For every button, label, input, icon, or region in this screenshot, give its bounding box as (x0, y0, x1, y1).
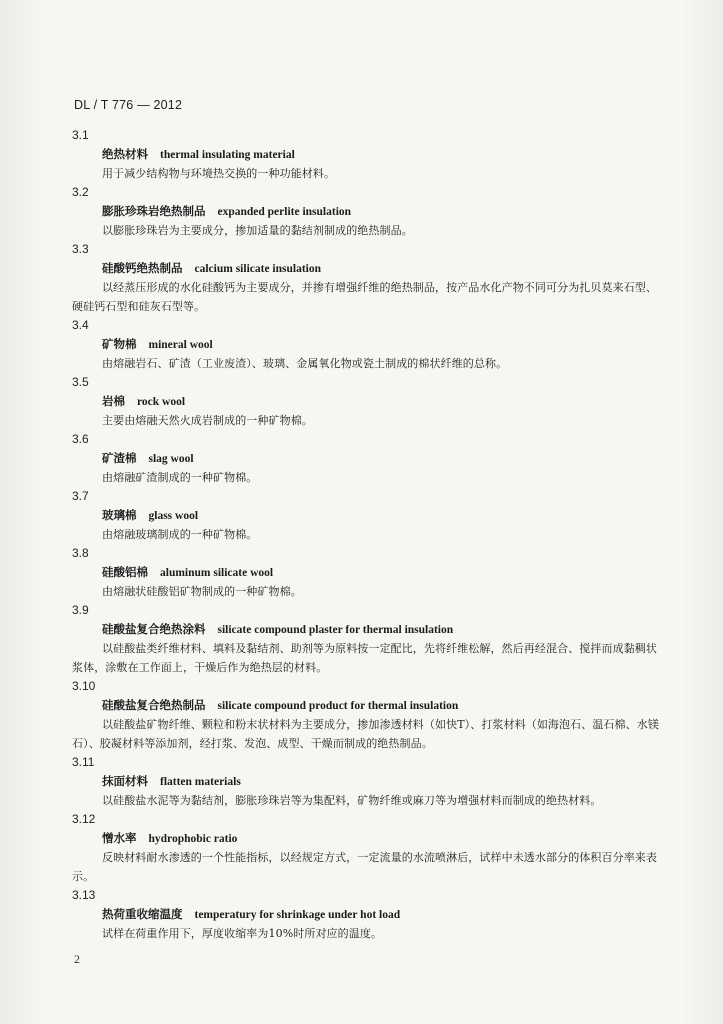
term-heading (72, 449, 660, 468)
term-english: rock wool (137, 396, 186, 408)
term-chinese: 抹面材料 (102, 774, 148, 788)
term-heading (72, 145, 660, 164)
term-definition: 由熔融状硅酸铝矿物制成的一种矿物棉。 (102, 585, 302, 598)
term-chinese: 膨胀珍珠岩绝热制品 (102, 204, 206, 218)
term-english: temperatury for shrinkage under hot load (194, 909, 401, 921)
term-entry (72, 753, 660, 810)
term-chinese: 热荷重收缩温度 (102, 907, 183, 921)
term-heading (72, 506, 660, 525)
term-chinese: 矿物棉 (102, 337, 137, 351)
term-entry (72, 886, 660, 943)
term-heading (72, 392, 660, 411)
clause-number: 3.9 (72, 603, 89, 617)
term-english: silicate compound plaster for thermal insulation (217, 624, 454, 636)
standard-number-header: DL / T 776 — 2012 (74, 98, 183, 112)
term-definition: 由熔融矿渣制成的一种矿物棉。 (102, 471, 258, 484)
term-definition: 以硅酸盐水泥等为黏结剂，膨胀珍珠岩等为集配料，矿物纤维或麻刀等为增强材料而制成的绝热材料。 (102, 794, 602, 807)
term-entry (72, 316, 660, 373)
term-definition: 以硅酸盐类纤维材料、填料及黏结剂、助剂等为原料按一定配比，先将纤维松解，然后再经混合、搅拌而成黏稠状浆体，涂敷在工作面上，干燥后作为绝热层的材料。 (72, 642, 657, 674)
term-heading (72, 829, 660, 848)
clause-number: 3.3 (72, 242, 89, 256)
term-definition: 主要由熔融天然火成岩制成的一种矿物棉。 (102, 414, 313, 427)
term-heading (72, 259, 660, 278)
term-chinese: 憎水率 (102, 831, 137, 845)
term-english: glass wool (148, 510, 199, 522)
term-definition: 反映材料耐水渗透的一个性能指标，以经规定方式，一定流量的水流喷淋后，试样中未透水部分的体积百分率来表示。 (72, 851, 657, 883)
term-english: expanded perlite insulation (217, 206, 352, 218)
term-chinese: 硅酸盐复合绝热涂料 (102, 622, 206, 636)
term-heading (72, 563, 660, 582)
page-number: 2 (74, 952, 80, 966)
clause-number: 3.11 (72, 755, 95, 769)
term-english: hydrophobic ratio (148, 833, 238, 845)
clause-number: 3.13 (72, 888, 96, 902)
term-english: silicate compound product for thermal insulation (217, 700, 459, 712)
term-entry (72, 544, 660, 601)
term-chinese: 矿渣棉 (102, 451, 137, 465)
term-chinese: 硅酸铝棉 (102, 565, 148, 579)
term-entry (72, 677, 660, 753)
term-definition: 以膨胀珍珠岩为主要成分，掺加适量的黏结剂制成的绝热制品。 (102, 224, 413, 237)
clause-number: 3.1 (72, 128, 89, 142)
term-entry (72, 487, 660, 544)
term-definition: 试样在荷重作用下，厚度收缩率为10%时所对应的温度。 (102, 927, 383, 940)
term-heading (72, 905, 660, 924)
clause-number: 3.12 (72, 812, 96, 826)
clause-number: 3.2 (72, 185, 89, 199)
term-chinese: 岩棉 (102, 394, 125, 408)
term-heading (72, 696, 660, 715)
term-definition: 由熔融岩石、矿渣（工业废渣）、玻璃、金属氧化物或瓷土制成的棉状纤维的总称。 (102, 357, 508, 370)
term-definition: 以经蒸压形成的水化硅酸钙为主要成分，并掺有增强纤维的绝热制品，按产品水化产物不同可分为扎贝莫来石型、硬硅钙石型和硅灰石型等。 (72, 281, 657, 313)
term-definition: 以硅酸盐矿物纤维、颗粒和粉末状材料为主要成分，掺加渗透材料（如快T）、打浆材料（如海泡石、温石棉、水镁石）、胶凝材料等添加剂，经打浆、发泡、成型、干燥而制成的绝热制品。 (72, 718, 659, 750)
clause-number: 3.6 (72, 432, 89, 446)
clause-number: 3.10 (72, 679, 96, 693)
term-heading (72, 620, 660, 639)
term-chinese: 硅酸钙绝热制品 (102, 261, 183, 275)
term-english: slag wool (148, 453, 194, 465)
clause-number: 3.4 (72, 318, 89, 332)
term-english: flatten materials (160, 776, 241, 788)
term-english: mineral wool (148, 339, 213, 351)
term-english: thermal insulating material (160, 149, 295, 161)
term-entry (72, 183, 660, 240)
term-entry (72, 430, 660, 487)
clause-number: 3.8 (72, 546, 89, 560)
clause-number: 3.7 (72, 489, 89, 503)
term-definition: 用于减少结构物与环境热交换的一种功能材料。 (102, 167, 336, 180)
term-entry (72, 601, 660, 677)
term-entry (72, 373, 660, 430)
term-entry (72, 126, 660, 183)
term-chinese: 玻璃棉 (102, 508, 137, 522)
term-heading (72, 335, 660, 354)
term-entry (72, 810, 660, 886)
term-heading (72, 202, 660, 221)
term-english: calcium silicate insulation (194, 263, 321, 275)
terms-definitions-list (72, 126, 660, 943)
clause-number: 3.5 (72, 375, 89, 389)
term-definition: 由熔融玻璃制成的一种矿物棉。 (102, 528, 258, 541)
term-entry (72, 240, 660, 316)
term-chinese: 硅酸盐复合绝热制品 (102, 698, 206, 712)
term-chinese: 绝热材料 (102, 147, 148, 161)
term-heading (72, 772, 660, 791)
term-english: aluminum silicate wool (160, 567, 274, 579)
